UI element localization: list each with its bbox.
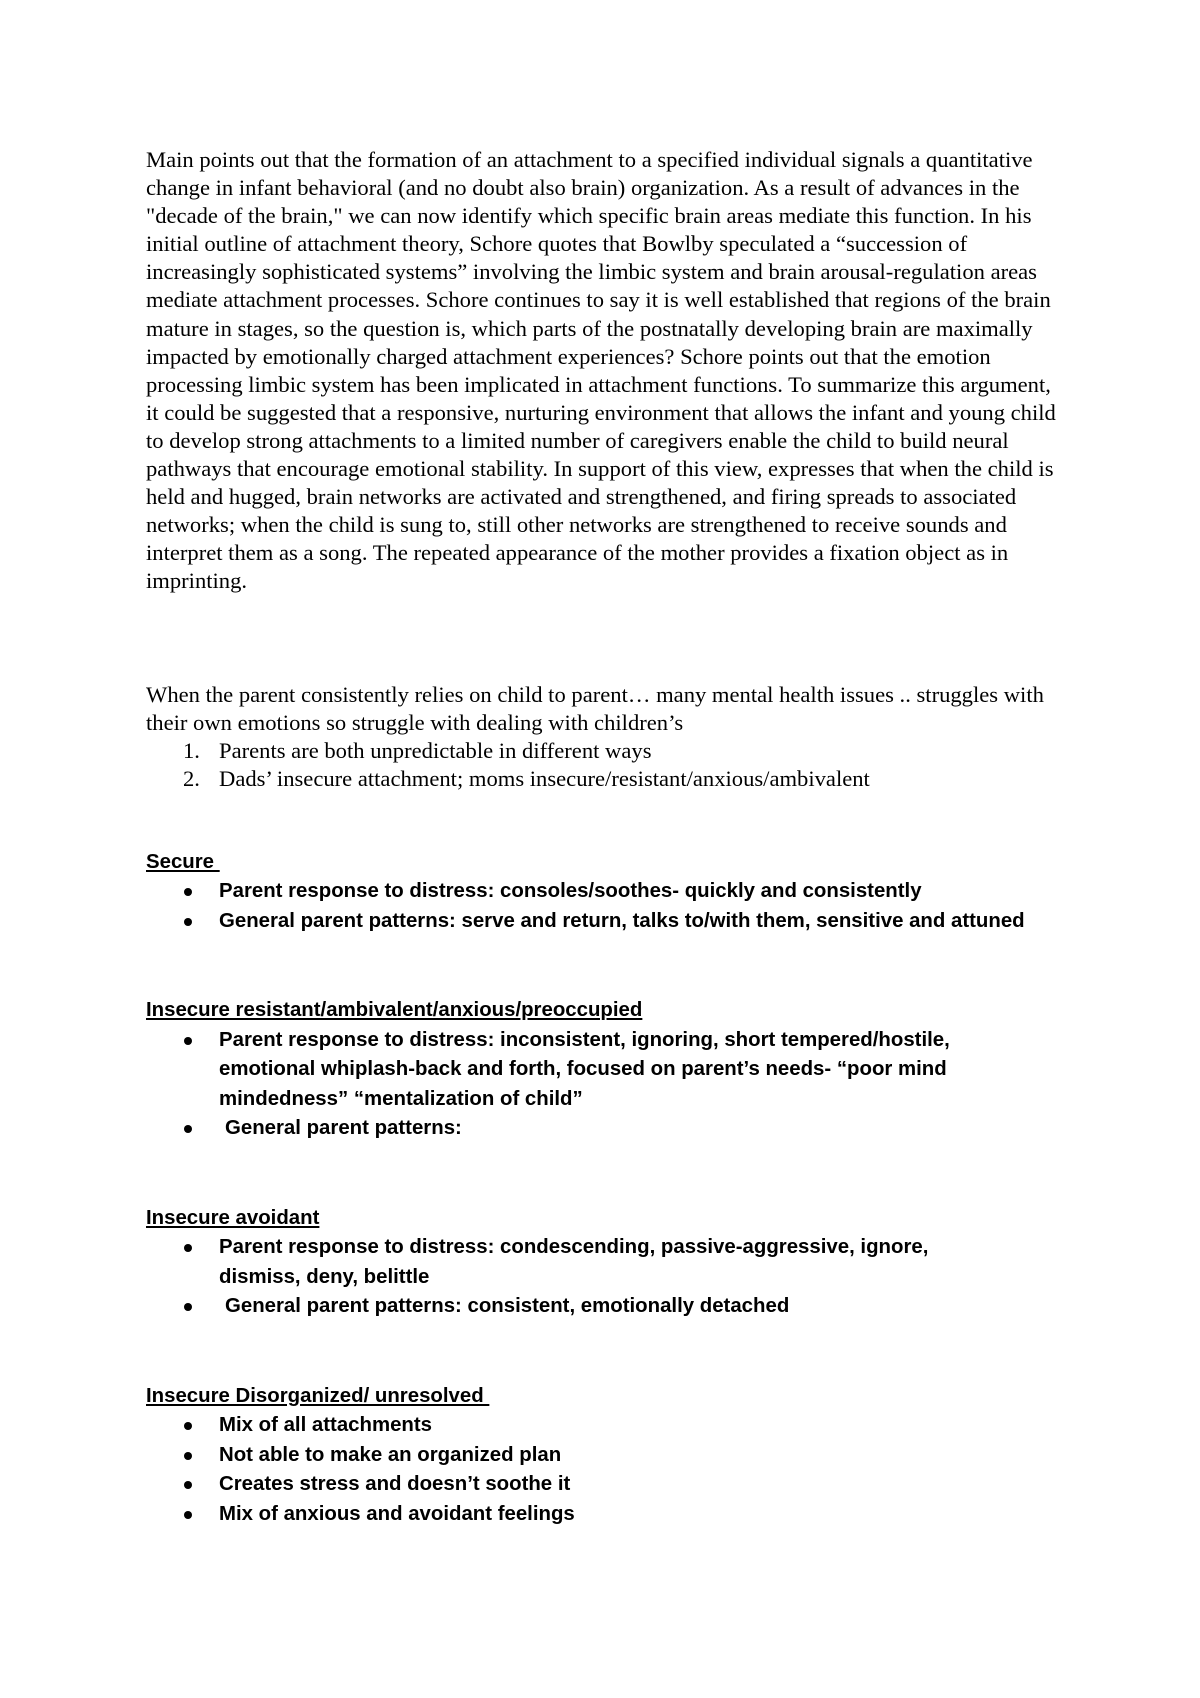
bullet-list [146, 1026, 1066, 1144]
bullet-icon [184, 1303, 192, 1311]
list-item [146, 765, 1066, 793]
section-heading: Insecure avoidant [146, 1206, 320, 1229]
bullet-icon [184, 918, 192, 926]
document-body [146, 146, 1066, 1529]
list-item-text: Parents are both unpredictable in different ways [219, 737, 652, 763]
list-item [146, 1500, 1066, 1530]
list-item [146, 1441, 1066, 1471]
bullet-icon [184, 1452, 192, 1460]
list-item [146, 907, 1066, 937]
bullet-icon [184, 1037, 192, 1045]
bullet-icon [184, 1481, 192, 1489]
section-heading: Secure [146, 850, 220, 873]
list-item-text: Parent response to distress: condescending, passive-aggressive, ignore, dismiss, deny, belittle [219, 1236, 929, 1288]
list-item-text: General parent patterns: [225, 1117, 462, 1140]
list-item-text: General parent patterns: serve and return, talks to/with them, sensitive and attuned [219, 909, 1025, 932]
list-item [146, 1292, 1066, 1322]
bullet-list [146, 877, 1066, 936]
bullet-icon [184, 888, 192, 896]
list-number: 2. [183, 765, 200, 791]
list-number: 1. [183, 737, 200, 763]
bullet-icon [184, 1244, 192, 1252]
list-item-text: Not able to make an organized plan [219, 1443, 562, 1466]
list-item [146, 1114, 1066, 1144]
section-secure [146, 848, 1066, 937]
list-item-text: Parent response to distress: consoles/soothes- quickly and consistently [219, 880, 922, 903]
list-item [146, 877, 1066, 907]
numbered-list [146, 737, 1066, 793]
list-item [146, 1026, 989, 1115]
list-item-text: Mix of all attachments [219, 1414, 433, 1437]
section-insecure-resistant [146, 996, 1066, 1144]
list-item [146, 1411, 1066, 1441]
list-item [146, 1470, 1066, 1500]
section-insecure-disorganized [146, 1382, 1066, 1530]
list-item-text: General parent patterns: consistent, emotionally detached [225, 1295, 790, 1318]
intro-paragraph: Main points out that the formation of an attachment to a specified individual signals a quantitative change in infant behavioral (and no doubt also brain) organization. As a result of advances in the "decade of the brain," we can now identify which specific brain areas mediate this function. In his initial outline of attachment theory, Schore quotes that Bowlby speculated a “succession of increasingly sophisticated systems” involving the limbic system and brain arousal-regulation areas mediate attachment processes. Schore continues to say it is well established that regions of the brain mature in stages, so the question is, which parts of the postnatally developing brain are maximally impacted by emotionally charged attachment experiences? Schore points out that the emotion processing limbic system has been implicated in attachment functions. To summarize this argument, it could be suggested that a responsive, nurturing environment that allows the infant and young child to develop strong attachments to a limited number of caregivers enable the child to build neural pathways that encourage emotional stability. In support of this view, expresses that when the child is held and hugged, brain networks are activated and strengthened, and firing spreads to associated networks; when the child is sung to, still other networks are strengthened to receive sounds and interpret them as a song. The repeated appearance of the mother provides a fixation object as in imprinting. [146, 147, 1056, 594]
section-heading: Insecure Disorganized/ unresolved [146, 1384, 490, 1407]
list-item [146, 1233, 989, 1292]
bullet-list [146, 1233, 1066, 1322]
bullet-icon [184, 1125, 192, 1133]
list-item-text: Parent response to distress: inconsistent, ignoring, short tempered/hostile, emotional whiplash-back and forth, focused on parent’s needs- “poor mind mindedness” “mentalization of child” [219, 1028, 950, 1110]
list-item-text: Mix of anxious and avoidant feelings [219, 1502, 575, 1525]
list-item [146, 737, 1066, 765]
parent-reliance-paragraph: When the parent consistently relies on child to parent… many mental health issues .. struggles with their own emotions so struggle with dealing with children’s [146, 681, 1044, 735]
list-item-text: Dads’ insecure attachment; moms insecure/resistant/anxious/ambivalent [219, 765, 870, 791]
section-heading: Insecure resistant/ambivalent/anxious/preoccupied [146, 999, 643, 1022]
list-item-text: Creates stress and doesn’t soothe it [219, 1473, 571, 1496]
bullet-icon [184, 1422, 192, 1430]
bullet-icon [184, 1511, 192, 1519]
bullet-list [146, 1411, 1066, 1529]
section-insecure-avoidant [146, 1204, 1066, 1322]
